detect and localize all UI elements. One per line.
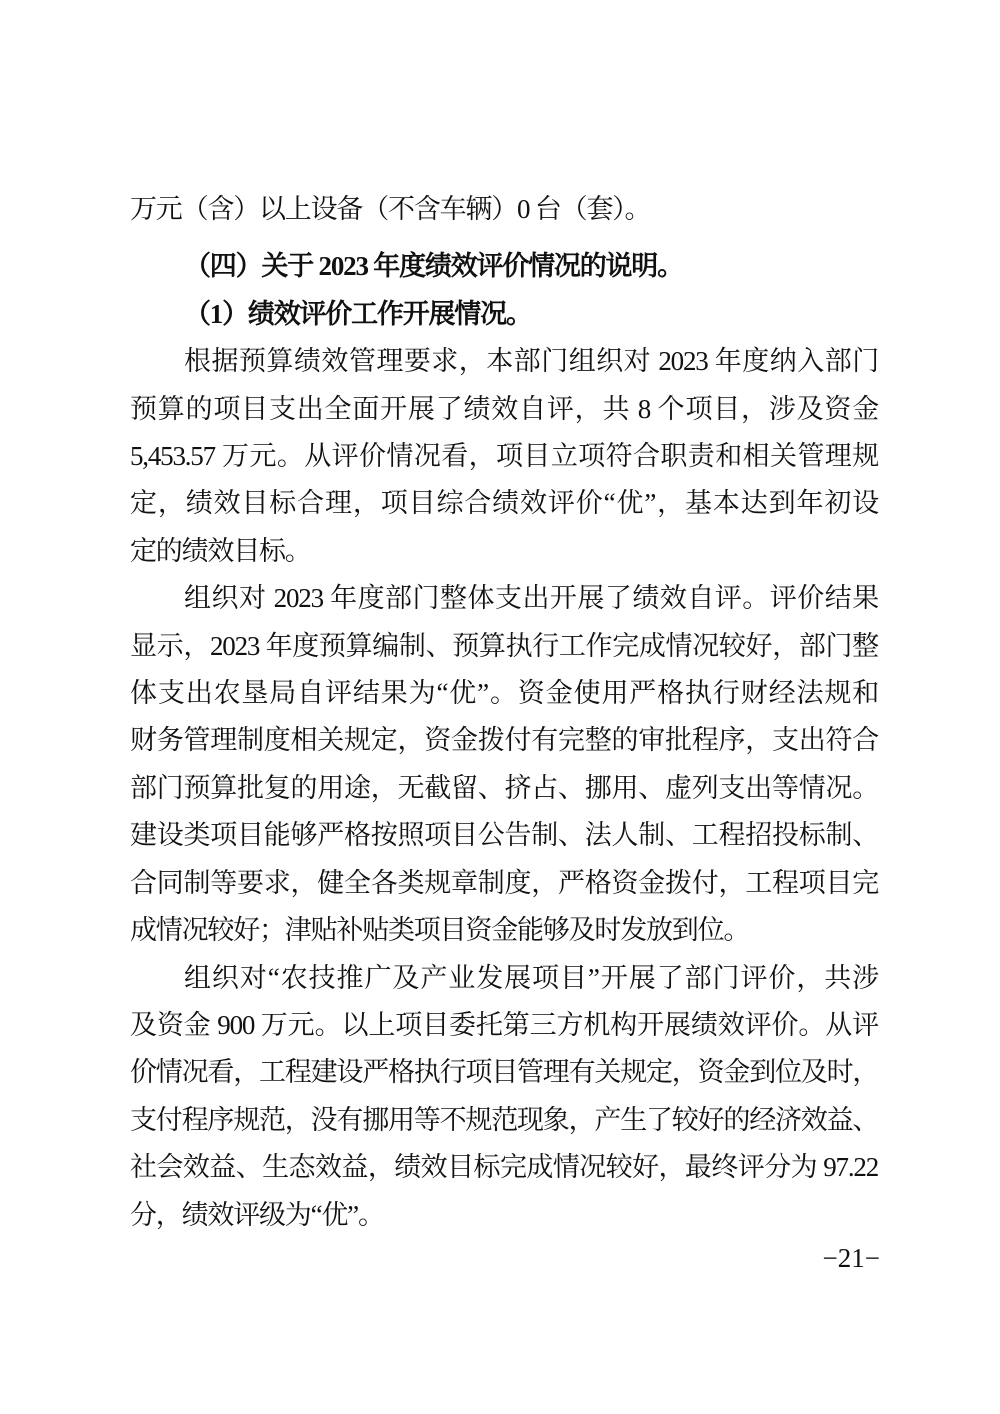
paragraph-line: 根据预算绩效管理要求，本部门组织对 2023 年度纳入部门 [184, 346, 878, 377]
paragraph-line: 社会效益、生态效益，绩效目标完成情况较好，最终评分为 97.22 [130, 1152, 878, 1183]
paragraph-line: 价情况看，工程建设严格执行项目管理有关规定，资金到位及时， [130, 1057, 879, 1088]
subsection-heading: （1）绩效评价工作开展情况。 [184, 298, 532, 329]
paragraph-line: 建设类项目能够严格按照项目公告制、法人制、工程招投标制、 [130, 820, 878, 851]
section-heading: （四）关于 2023 年度绩效评价情况的说明。 [184, 251, 683, 282]
paragraph-line: 财务管理制度相关规定，资金拨付有完整的审批程序，支出符合 [130, 725, 878, 756]
paragraph-line: 组织对 2023 年度部门整体支出开展了绩效自评。评价结果 [184, 583, 878, 614]
paragraph-line: 预算的项目支出全面开展了绩效自评，共 8 个项目，涉及资金 [130, 393, 878, 424]
paragraph-line: 部门预算批复的用途，无截留、挤占、挪用、虚列支出等情况。 [130, 772, 878, 803]
paragraph-line: 合同制等要求，健全各类规章制度，严格资金拨付，工程项目完 [130, 867, 878, 898]
paragraph-line: 组织对“农技推广及产业发展项目”开展了部门评价，共涉 [184, 962, 878, 993]
paragraph-line: 及资金 900 万元。以上项目委托第三方机构开展绩效评价。从评 [130, 1009, 878, 1040]
paragraph-line: 支付程序规范，没有挪用等不规范现象，产生了较好的经济效益、 [130, 1104, 879, 1135]
document-body [130, 186, 878, 1239]
paragraph-line: 体支出农垦局自评结果为“优”。资金使用严格执行财经法规和 [130, 678, 878, 709]
paragraph-line: 显示，2023 年度预算编制、预算执行工作完成情况较好，部门整 [130, 630, 878, 661]
page-number: −21− [822, 1243, 880, 1273]
paragraph-line: 5,453.57 万元。从评价情况看，项目立项符合职责和相关管理规 [130, 441, 878, 472]
paragraph-line: 万元（含）以上设备（不含车辆）0 台（套）。 [130, 194, 651, 224]
paragraph-line: 定，绩效目标合理，项目综合绩效评价“优”，基本达到年初设 [130, 488, 878, 519]
paragraph-line: 成情况较好；津贴补贴类项目资金能够及时发放到位。 [130, 915, 750, 946]
paragraph-line: 分，绩效评级为“优”。 [130, 1199, 384, 1230]
paragraph-line: 定的绩效目标。 [130, 535, 311, 566]
